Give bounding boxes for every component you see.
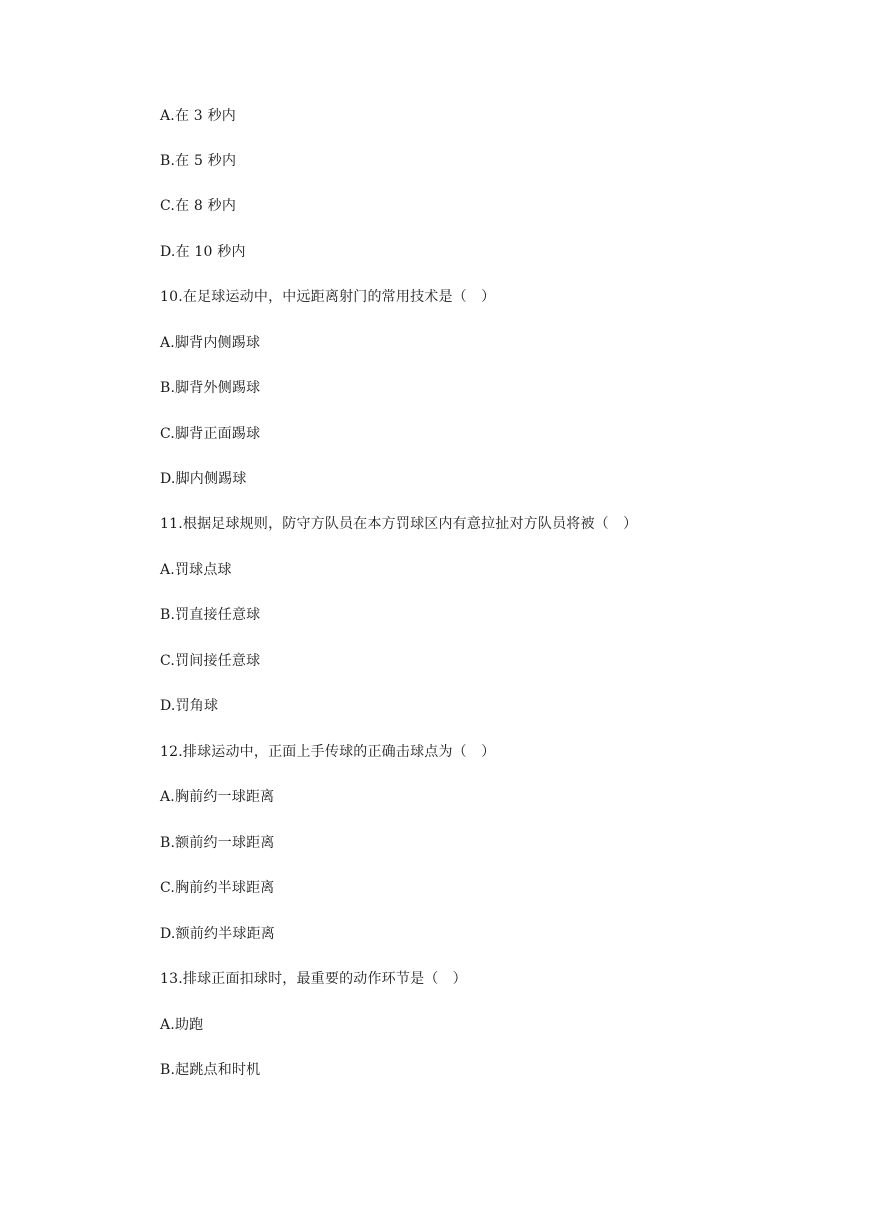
option-d-q9: D.在 10 秒内 xyxy=(160,244,246,260)
option-b-q10: B.脚背外侧踢球 xyxy=(160,380,261,396)
option-c-q11: C.罚间接任意球 xyxy=(160,653,261,669)
option-b-q11: B.罚直接任意球 xyxy=(160,607,261,623)
option-a-q11: A.罚球点球 xyxy=(160,562,232,578)
option-d-q12: D.额前约半球距离 xyxy=(160,926,275,942)
option-b-q13: B.起跳点和时机 xyxy=(160,1062,261,1078)
option-d-q11: D.罚角球 xyxy=(160,698,219,714)
question-11: 11.根据足球规则，防守方队员在本方罚球区内有意拉扯对方队员将被（ ） xyxy=(160,516,638,532)
option-c-q9: C.在 8 秒内 xyxy=(160,198,237,214)
option-a-q13: A.助跑 xyxy=(160,1017,204,1033)
option-a-q12: A.胸前约一球距离 xyxy=(160,789,275,805)
option-b-q12: B.额前约一球距离 xyxy=(160,835,275,851)
option-d-q10: D.脚内侧踢球 xyxy=(160,471,247,487)
option-a-q9: A.在 3 秒内 xyxy=(160,108,236,124)
option-a-q10: A.脚背内侧踢球 xyxy=(160,335,261,351)
question-13: 13.排球正面扣球时，最重要的动作环节是（ ） xyxy=(160,971,467,987)
option-b-q9: B.在 5 秒内 xyxy=(160,153,237,169)
question-10: 10.在足球运动中，中远距离射门的常用技术是（ ） xyxy=(160,289,496,305)
option-c-q12: C.胸前约半球距离 xyxy=(160,880,275,896)
option-c-q10: C.脚背正面踢球 xyxy=(160,426,261,442)
question-12: 12.排球运动中，正面上手传球的正确击球点为（ ） xyxy=(160,744,496,760)
